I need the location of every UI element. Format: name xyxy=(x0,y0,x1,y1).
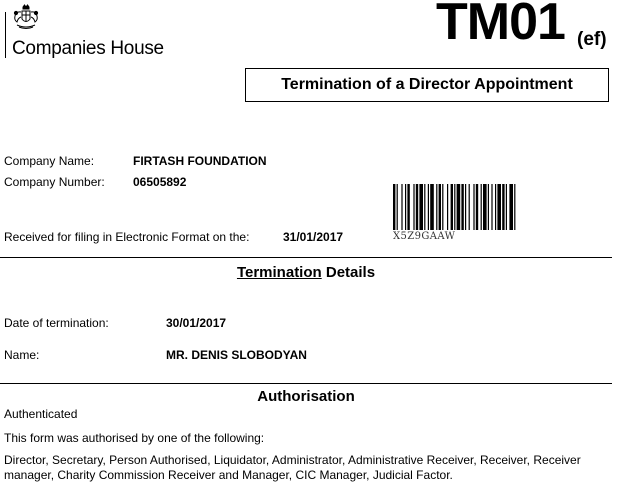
termination-date-value: 30/01/2017 xyxy=(166,316,227,330)
barcode-bar xyxy=(393,184,395,230)
barcode-bar xyxy=(419,184,423,230)
barcode-bar xyxy=(506,184,507,230)
authorisation-status: Authenticated xyxy=(4,407,78,421)
termination-heading-rest: Details xyxy=(321,264,376,281)
termination-details-heading xyxy=(0,264,612,281)
barcode-bar xyxy=(488,184,489,230)
barcode-bar xyxy=(439,184,441,230)
director-name-value: MR. DENIS SLOBODYAN xyxy=(166,348,307,362)
received-filing-date: 31/01/2017 xyxy=(283,230,344,244)
form-code: TM01 xyxy=(436,0,565,51)
barcode-bar xyxy=(442,184,443,230)
section-divider xyxy=(0,383,612,384)
barcode xyxy=(393,184,609,230)
barcode-bar xyxy=(416,184,418,230)
barcode-bar xyxy=(413,184,414,230)
barcode-bar xyxy=(491,184,492,230)
barcode-text: X5Z9GAAW xyxy=(393,231,456,242)
barcode-bar xyxy=(428,184,429,230)
barcode-bar xyxy=(397,184,398,230)
authorisation-heading: Authorisation xyxy=(257,388,355,405)
company-name-value: FIRTASH FOUNDATION xyxy=(133,154,267,168)
form-code-suffix: (ef) xyxy=(577,29,607,50)
barcode-bar xyxy=(476,184,478,230)
director-name-label: Name: xyxy=(4,348,40,362)
form-title: Termination of a Director Appointment xyxy=(245,68,609,102)
barcode-bar xyxy=(454,184,455,230)
company-name-label: Company Name: xyxy=(4,154,95,168)
received-filing-label: Received for filing in Electronic Format on the: xyxy=(4,230,250,244)
barcode-bar xyxy=(481,184,482,230)
barcode-bar xyxy=(495,184,496,230)
barcode-bar xyxy=(430,184,434,230)
barcode-bar xyxy=(514,184,515,230)
barcode-bar xyxy=(461,184,463,230)
barcode-bar xyxy=(424,184,425,230)
barcode-bar xyxy=(473,184,474,230)
logo-divider xyxy=(5,12,6,58)
barcode-bar xyxy=(447,184,448,230)
barcode-bar xyxy=(502,184,504,230)
authorised-roles-list: Director, Secretary, Person Authorised, Liquidator, Administrator, Administrative Receiver, Receiver, Receiver manager, Charity Commission Receiver and Manager, CIC Manager, Judicial Factor. xyxy=(4,453,581,482)
barcode-bar xyxy=(405,184,406,230)
barcode-bar xyxy=(497,184,501,230)
barcode-bar xyxy=(465,184,466,230)
termination-heading-underlined: Termination xyxy=(236,264,322,281)
company-number-label: Company Number: xyxy=(4,175,105,189)
barcode-bar xyxy=(457,184,461,230)
section-divider xyxy=(0,257,612,258)
company-number-value: 06505892 xyxy=(133,175,187,189)
barcode-bar xyxy=(436,184,437,230)
barcode-bar xyxy=(451,184,453,230)
barcode-bar xyxy=(483,184,487,230)
barcode-bar xyxy=(469,184,470,230)
barcode-bar xyxy=(407,184,409,230)
barcode-bar xyxy=(401,184,402,230)
termination-date-label: Date of termination: xyxy=(4,316,109,330)
royal-crest-icon xyxy=(12,4,40,30)
org-name: Companies House xyxy=(12,38,164,59)
authorisation-intro: This form was authorised by one of the following: xyxy=(4,431,265,445)
barcode-bar xyxy=(509,184,513,230)
